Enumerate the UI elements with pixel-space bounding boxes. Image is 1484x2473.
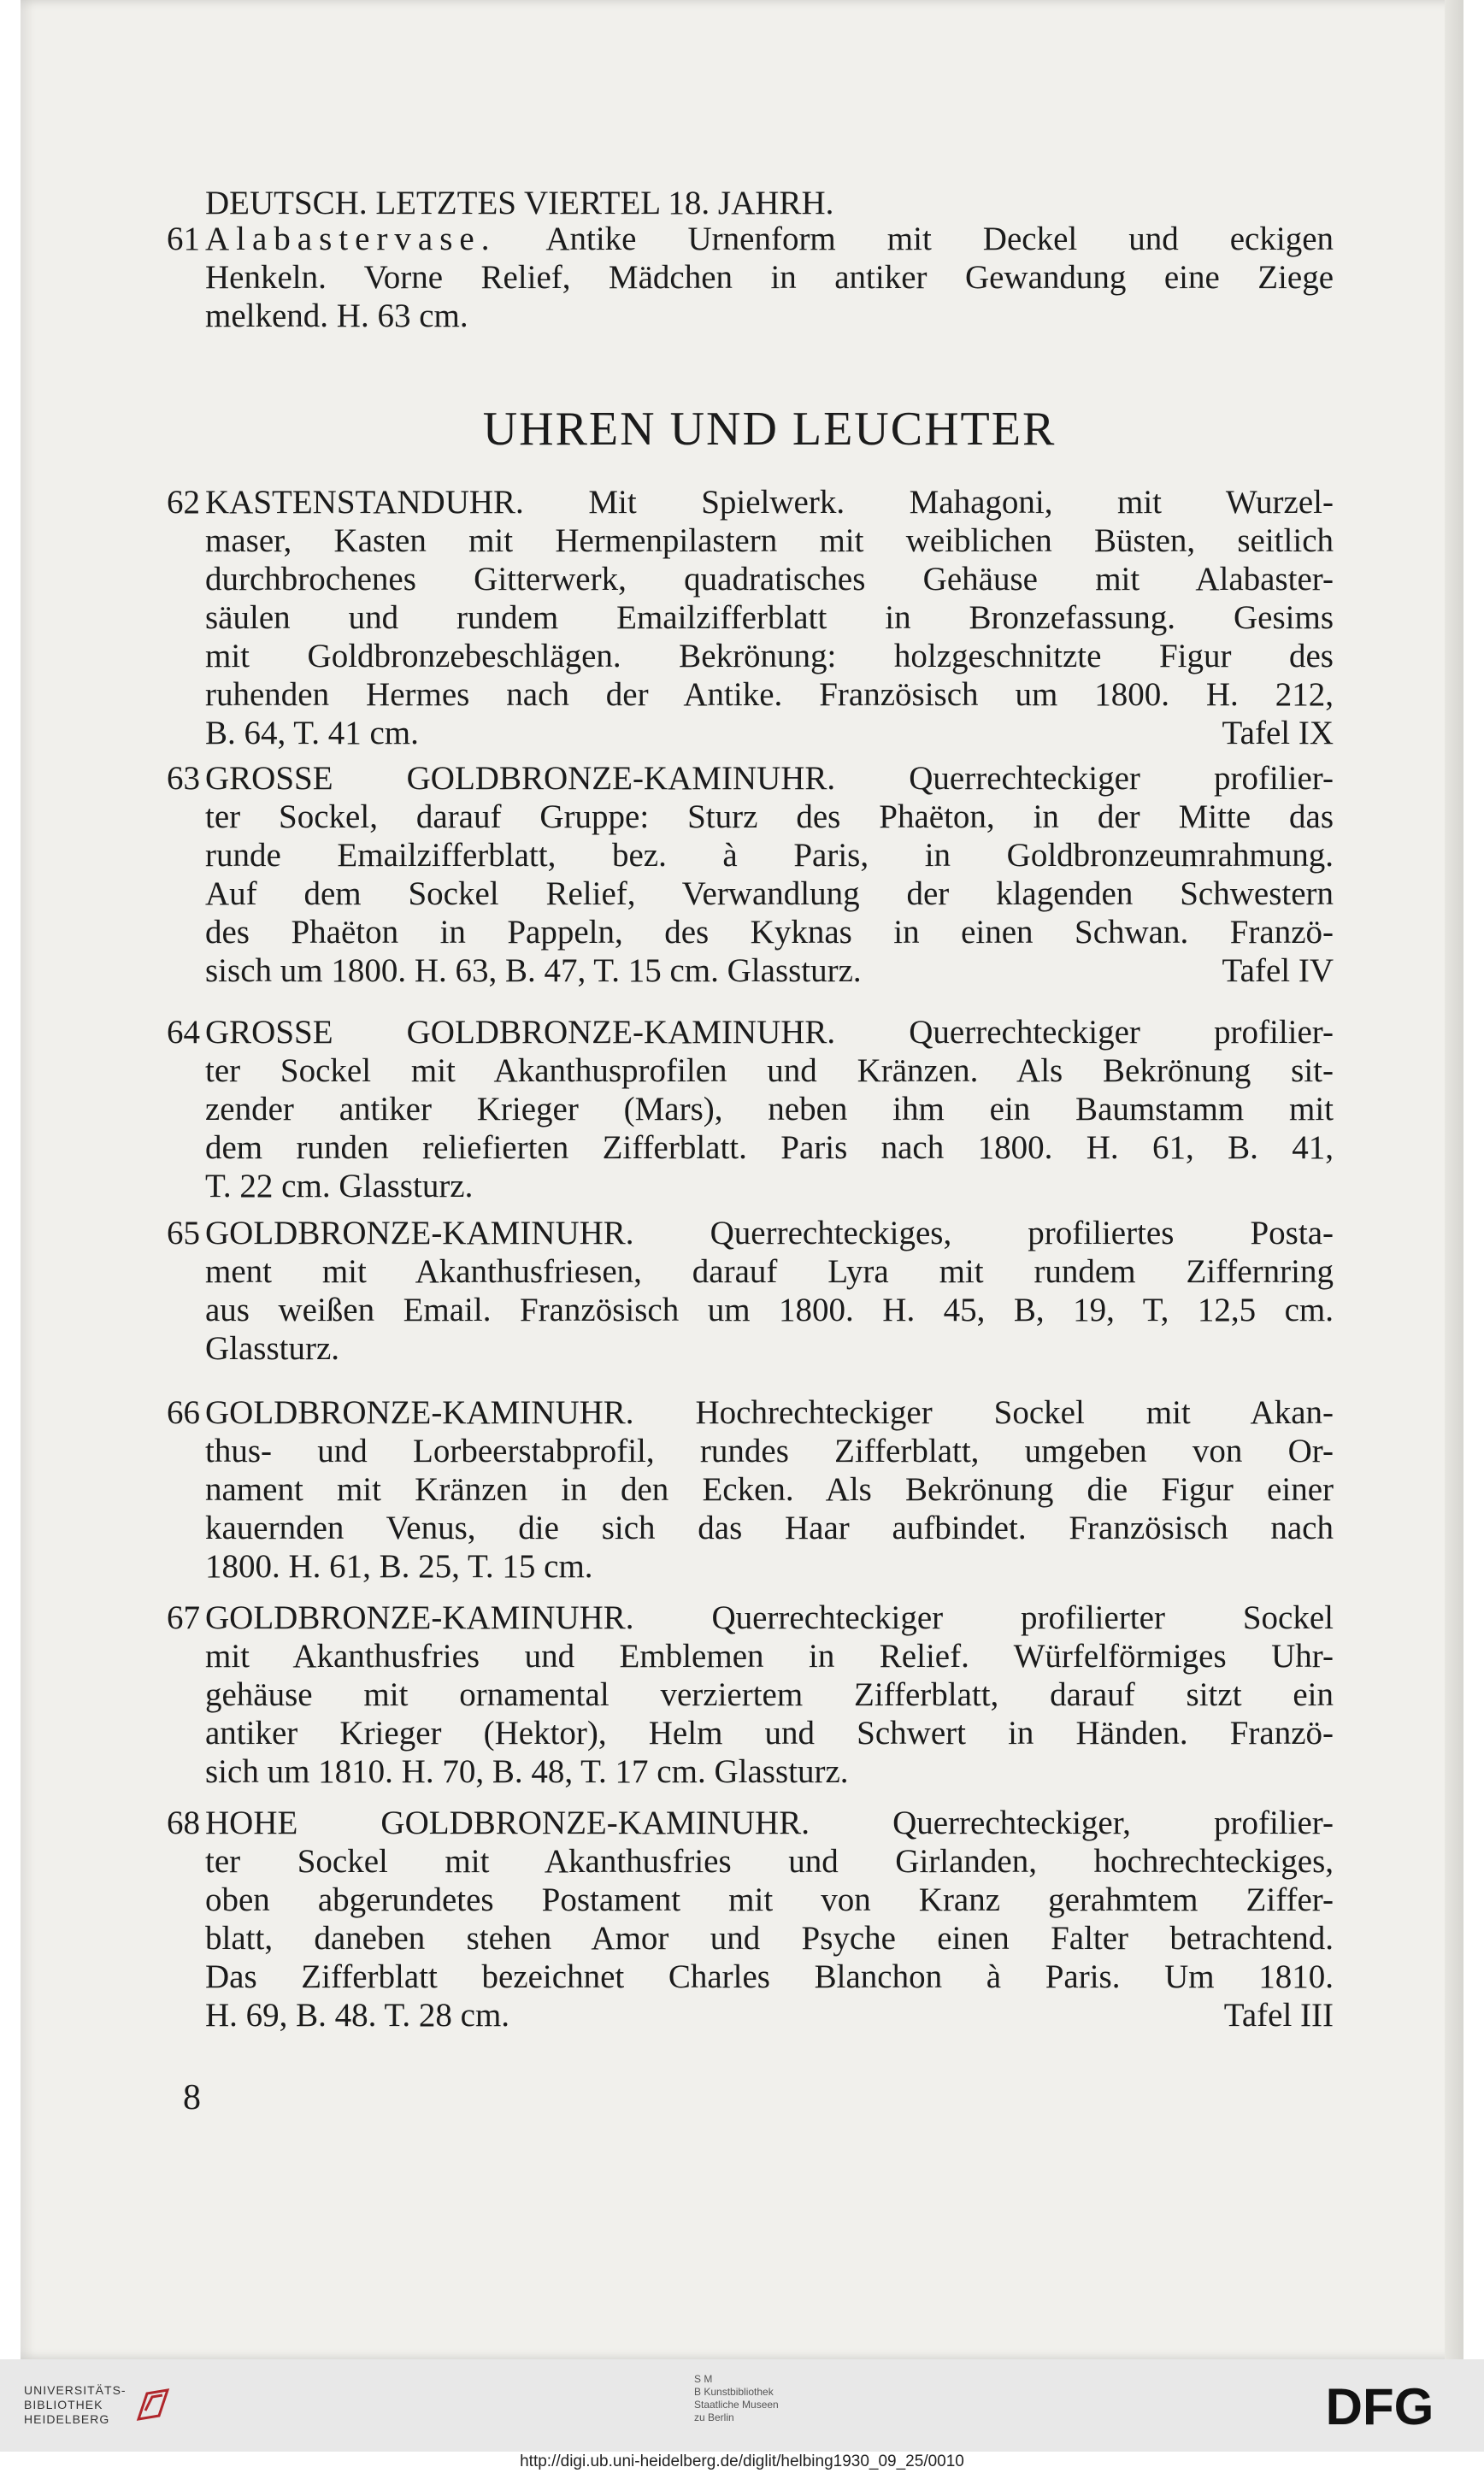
catalogue-entry <box>167 1804 1334 2034</box>
library-emblem-icon <box>133 2385 174 2426</box>
entry-number: 64 <box>167 1014 200 1051</box>
stamp-line: B Kunstbibliothek <box>694 2386 774 2398</box>
entry-line: ter Sockel, darauf Gruppe: Sturz des Phaëton, in der Mitte das <box>205 798 1334 835</box>
entry-line: säulen und rundem Emailzifferblatt in Bronzefassung. Gesims <box>205 599 1334 636</box>
footer-band <box>0 2359 1484 2452</box>
entry-line <box>205 220 1334 258</box>
stamp-line: S M <box>694 2373 713 2385</box>
entry-line: ruhenden Hermes nach der Antike. Französisch um 1800. H. 212, <box>205 676 1334 713</box>
dfg-logo-icon[interactable] <box>1303 2380 1457 2435</box>
entry-line: GOLDBRONZE-KAMINUHR. Querrechteckiger profilierter Sockel <box>205 1599 1334 1636</box>
library-stamp <box>694 2373 779 2424</box>
plate-reference: Tafel III <box>1223 1997 1334 2034</box>
entry-last-line: Glassturz. <box>205 1330 340 1367</box>
entry-number: 65 <box>167 1215 200 1251</box>
entry-line-text: B. 64, T. 41 cm. <box>205 715 419 751</box>
entry-line: durchbrochenes Gitterwerk, quadratisches Gehäuse mit Alabaster- <box>205 561 1334 598</box>
entry-line: GROSSE GOLDBRONZE-KAMINUHR. Querrechteckiger profilier- <box>205 760 1334 797</box>
entry-number: 66 <box>167 1394 200 1431</box>
entry-line: ter Sockel mit Akanthusfries und Girlanden, hochrechteckiges, <box>205 1843 1334 1880</box>
intro-heading: DEUTSCH. LETZTES VIERTEL 18. JAHRH. <box>205 185 834 221</box>
entry-line: GROSSE GOLDBRONZE-KAMINUHR. Querrechteckiger profilier- <box>205 1014 1334 1051</box>
entry-line: des Phaëton in Pappeln, des Kyknas in einen Schwan. Franzö- <box>205 914 1334 951</box>
entry-line: mit Akanthusfries und Emblemen in Relief. Würfelförmiges Uhr- <box>205 1638 1334 1675</box>
entry-number: 68 <box>167 1805 200 1841</box>
entry-line-text: H. 69, B. 48. T. 28 cm. <box>205 1997 510 2034</box>
catalogue-entry <box>167 1214 1334 1368</box>
entry-line: KASTENSTANDUHR. Mit Spielwerk. Mahagoni, mit Wurzel- <box>205 484 1334 521</box>
entry-last-line: T. 22 cm. Glassturz. <box>205 1168 474 1204</box>
entry-last-line: sich um 1810. H. 70, B. 48, T. 17 cm. Glassturz. <box>205 1753 849 1790</box>
footer <box>0 2359 1484 2473</box>
entry-number: 67 <box>167 1599 200 1636</box>
university-name <box>24 2383 127 2427</box>
entry-line-rest: Antike Urnenform mit Deckel und eckigen <box>496 221 1334 257</box>
entry-line: blatt, daneben stehen Amor und Psyche einen Falter betrachtend. <box>205 1920 1334 1957</box>
entry-61 <box>167 220 1334 335</box>
entry-line: dem runden reliefierten Zifferblatt. Paris nach 1800. H. 61, B. 41, <box>205 1129 1334 1166</box>
entry-line: ment mit Akanthusfriesen, darauf Lyra mit rundem Ziffernring <box>205 1253 1334 1290</box>
entry-line: nament mit Kränzen in den Ecken. Als Bekrönung die Figur einer <box>205 1471 1334 1508</box>
entry-line: kauernden Venus, die sich das Haar aufbindet. Französisch nach <box>205 1510 1334 1546</box>
section-title: UHREN UND LEUCHTER <box>482 403 1057 456</box>
entry-last-line <box>205 951 1334 990</box>
entry-line: maser, Kasten mit Hermenpilastern mit weiblichen Büsten, seitlich <box>205 522 1334 559</box>
stamp-line: Staatliche Museen <box>694 2399 779 2411</box>
university-logo[interactable] <box>24 2383 174 2427</box>
plate-reference: Tafel IX <box>1222 715 1334 751</box>
entry-last-line <box>205 1996 1334 2034</box>
entry-line: antiker Krieger (Hektor), Helm und Schwert in Händen. Franzö- <box>205 1715 1334 1752</box>
entry-line: Das Zifferblatt bezeichnet Charles Blanchon à Paris. Um 1810. <box>205 1958 1334 1995</box>
entry-line: mit Goldbronzebeschlägen. Bekrönung: holzgeschnitzte Figur des <box>205 638 1334 674</box>
entry-last-line: 1800. H. 61, B. 25, T. 15 cm. <box>205 1548 593 1585</box>
university-line: UNIVERSITÄTS- <box>24 2383 127 2397</box>
catalogue-entry <box>167 1013 1334 1205</box>
page-edge-shadow <box>1445 0 1463 2359</box>
entry-last-line <box>205 714 1334 752</box>
entry-number: 63 <box>167 760 200 797</box>
entry-line: oben abgerundetes Postament mit von Kranz gerahmtem Ziffer- <box>205 1881 1334 1918</box>
entry-line: Henkeln. Vorne Relief, Mädchen in antiker Gewandung eine Ziege <box>205 259 1334 296</box>
entry-line: ter Sockel mit Akanthusprofilen und Kränzen. Als Bekrönung sit- <box>205 1052 1334 1089</box>
entry-spaced-title: Alabastervase. <box>205 221 497 257</box>
entry-line: melkend. H. 63 cm. <box>205 297 468 334</box>
source-url[interactable]: http://digi.ub.uni-heidelberg.de/diglit/helbing1930_09_25/0010 <box>520 2452 964 2470</box>
dfg-logo-text: DFG <box>1325 2380 1434 2435</box>
entry-line: gehäuse mit ornamental verziertem Zifferblatt, darauf sitzt ein <box>205 1676 1334 1713</box>
catalogue-entry <box>167 1393 1334 1586</box>
entry-line: aus weißen Email. Französisch um 1800. H. 45, B, 19, T, 12,5 cm. <box>205 1292 1334 1328</box>
page-number: 8 <box>183 2078 201 2117</box>
intro-block <box>205 184 1334 223</box>
entry-line-text: sisch um 1800. H. 63, B. 47, T. 15 cm. Glassturz. <box>205 952 862 989</box>
stamp-line: zu Berlin <box>694 2411 734 2423</box>
entry-line: Auf dem Sockel Relief, Verwandlung der klagenden Schwestern <box>205 875 1334 912</box>
entry-line: zender antiker Krieger (Mars), neben ihm ein Baumstamm mit <box>205 1091 1334 1128</box>
university-line: HEIDELBERG <box>24 2412 110 2426</box>
entry-line: GOLDBRONZE-KAMINUHR. Querrechteckiges, profiliertes Posta- <box>205 1215 1334 1251</box>
entry-line: HOHE GOLDBRONZE-KAMINUHR. Querrechteckiger, profilier- <box>205 1805 1334 1841</box>
catalogue-entry <box>167 483 1334 752</box>
entry-line: thus- und Lorbeerstabprofil, rundes Zifferblatt, umgeben von Or- <box>205 1433 1334 1469</box>
plate-reference: Tafel IV <box>1222 952 1334 989</box>
entry-number: 62 <box>167 484 200 521</box>
university-line: BIBLIOTHEK <box>24 2398 103 2411</box>
entry-line: GOLDBRONZE-KAMINUHR. Hochrechteckiger Sockel mit Akan- <box>205 1394 1334 1431</box>
catalogue-entry <box>167 759 1334 990</box>
entry-number: 61 <box>167 221 200 257</box>
catalogue-entry <box>167 1599 1334 1791</box>
entry-line: runde Emailzifferblatt, bez. à Paris, in Goldbronzeumrahmung. <box>205 837 1334 874</box>
